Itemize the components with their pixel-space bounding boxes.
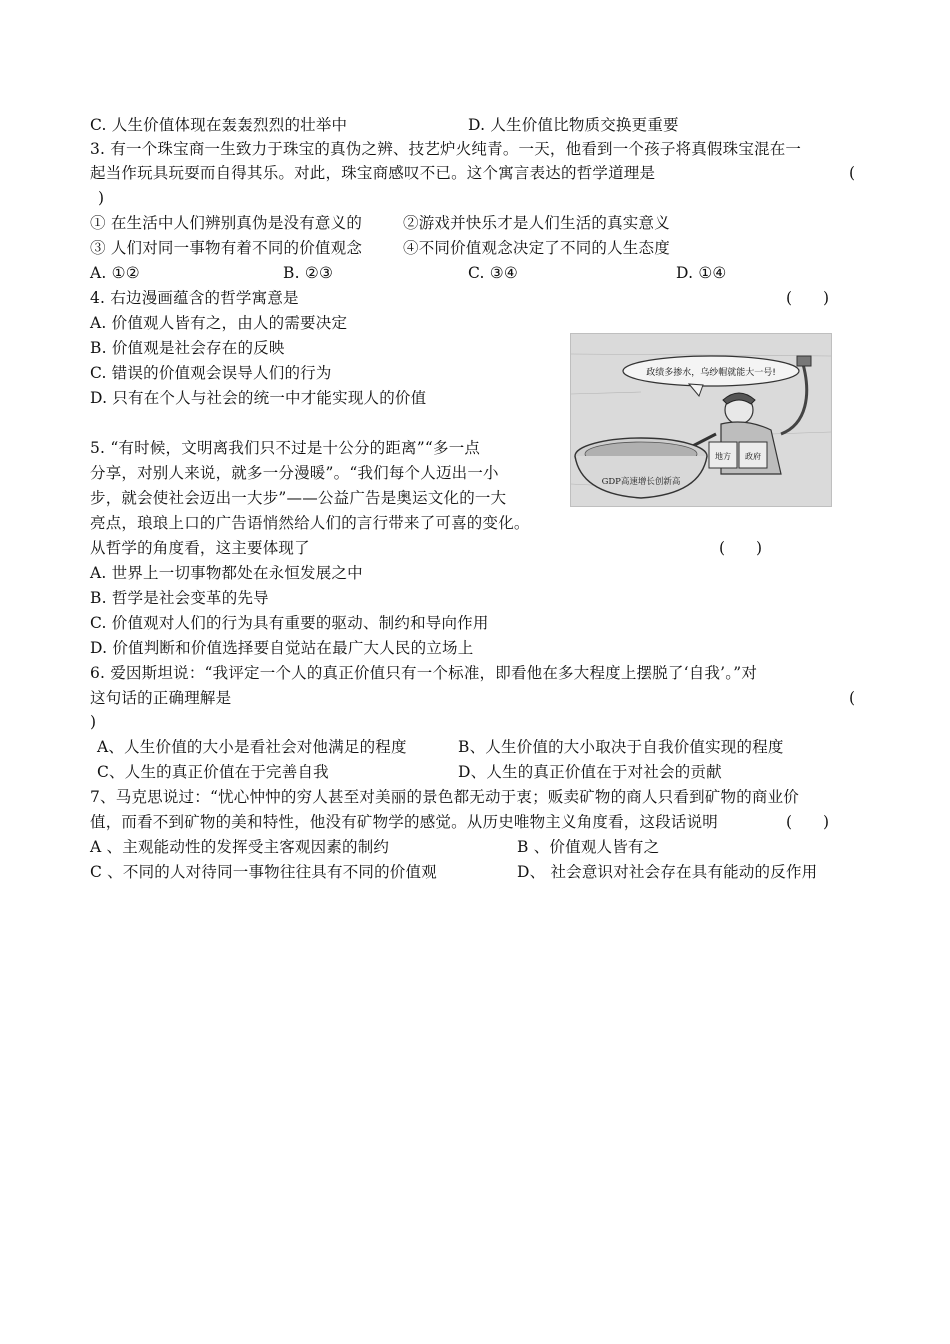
q3-option-a: A. ①② [90, 264, 140, 282]
q6-stem-line2: 这句话的正确理解是 [90, 689, 232, 707]
q3-option-c: C. ③④ [468, 264, 518, 282]
cartoon-bowl-label: GDP高速增长创新高 [601, 477, 681, 487]
q6-option-a: A、人生价值的大小是看社会对他满足的程度 [97, 738, 407, 756]
q5-option-d: D. 价值判断和价值选择要自觉站在最广大人民的立场上 [90, 639, 474, 657]
cartoon-tag-government: 政府 [745, 452, 761, 461]
cartoon-tag-local: 地方 [715, 452, 731, 461]
q4-answer-paren: ( ) [786, 289, 830, 307]
q5-stem-line5: 从哲学的角度看，这主要体现了 [90, 539, 310, 557]
q3-statement-3: ③ 人们对同一事物有着不同的价值观念 [90, 239, 363, 257]
q3-statement-1: ① 在生活中人们辨别真伪是没有意义的 [90, 214, 363, 232]
q5-stem-line4: 亮点，琅琅上口的广告语悄然给人们的言行带来了可喜的变化。 [90, 514, 530, 532]
option-d-prev: D. 人生价值比物质交换更重要 [468, 116, 679, 134]
q7-option-b: B 、价值观人皆有之 [517, 838, 660, 856]
cartoon-speech-text: 政绩多掺水，乌纱帽就能大一号! [646, 368, 776, 378]
q6-answer-paren-close: ) [90, 713, 97, 731]
q5-option-b: B. 哲学是社会变革的先导 [90, 589, 269, 607]
q3-stem-line1: 3. 有一个珠宝商一生致力于珠宝的真伪之辨、技艺炉火纯青。一天，他看到一个孩子将真假珠宝混在一 [90, 140, 802, 158]
q3-statement-2: ②游戏并快乐才是人们生活的真实意义 [403, 214, 670, 232]
q7-stem-line2: 值，而看不到矿物的美和特性，他没有矿物学的感觉。从历史唯物主义角度看，这段话说明 [90, 813, 719, 831]
q5-option-a: A. 世界上一切事物都处在永恒发展之中 [90, 564, 363, 582]
q7-stem-line1: 7、马克思说过：“忧心忡忡的穷人甚至对美丽的景色都无动于衷；贩卖矿物的商人只看到矿物的商业价 [90, 788, 799, 806]
q4-stem: 4. 右边漫画蕴含的哲学寓意是 [90, 289, 299, 307]
q4-option-d: D. 只有在个人与社会的统一中才能实现人的价值 [90, 389, 427, 407]
q6-stem-line1: 6. 爱因斯坦说：“我评定一个人的真正价值只有一个标准，即看他在多大程度上摆脱了‘自我’。”对 [90, 664, 758, 682]
q5-option-c: C. 价值观对人们的行为具有重要的驱动、制约和导向作用 [90, 614, 489, 632]
q6-option-c: C、人生的真正价值在于完善自我 [97, 763, 329, 781]
q3-answer-paren-open: ( [849, 164, 856, 182]
q5-stem-line2: 分享，对别人来说，就多一分漫暖”。“我们每个人迈出一小 [90, 464, 499, 482]
q3-statement-4: ④不同价值观念决定了不同的人生态度 [403, 239, 670, 257]
q6-option-b: B、人生价值的大小取决于自我价值实现的程度 [458, 738, 784, 756]
option-c-prev: C. 人生价值体现在轰轰烈烈的壮举中 [90, 116, 348, 134]
q7-option-c: C 、不同的人对待同一事物往往具有不同的价值观 [90, 863, 437, 881]
q5-answer-paren: ( ) [719, 539, 763, 557]
q5-stem-line1: 5. “有时候，文明离我们只不过是十公分的距离”“多一点 [90, 439, 481, 457]
q3-option-d: D. ①④ [676, 264, 727, 282]
q7-answer-paren: ( ) [786, 813, 830, 831]
cartoon-illustration [570, 333, 832, 507]
q3-option-b: B. ②③ [283, 264, 334, 282]
q7-option-a: A 、主观能动性的发挥受主客观因素的制约 [90, 838, 390, 856]
q4-option-c: C. 错误的价值观会误导人们的行为 [90, 364, 332, 382]
q6-answer-paren-open: ( [849, 689, 856, 707]
q3-answer-paren-close: ) [98, 189, 105, 207]
q5-stem-line3: 步，就会使社会迈出一大步”——公益广告是奥运文化的一大 [90, 489, 507, 507]
q4-option-a: A. 价值观人皆有之，由人的需要决定 [90, 314, 348, 332]
q6-option-d: D、人生的真正价值在于对社会的贡献 [458, 763, 722, 781]
q3-stem-line2: 起当作玩具玩耍而自得其乐。对此，珠宝商感叹不已。这个寓言表达的哲学道理是 [90, 164, 656, 182]
q7-option-d: D、 社会意识对社会存在具有能动的反作用 [517, 863, 818, 881]
cartoon-drawing [571, 334, 831, 506]
q4-option-b: B. 价值观是社会存在的反映 [90, 339, 285, 357]
